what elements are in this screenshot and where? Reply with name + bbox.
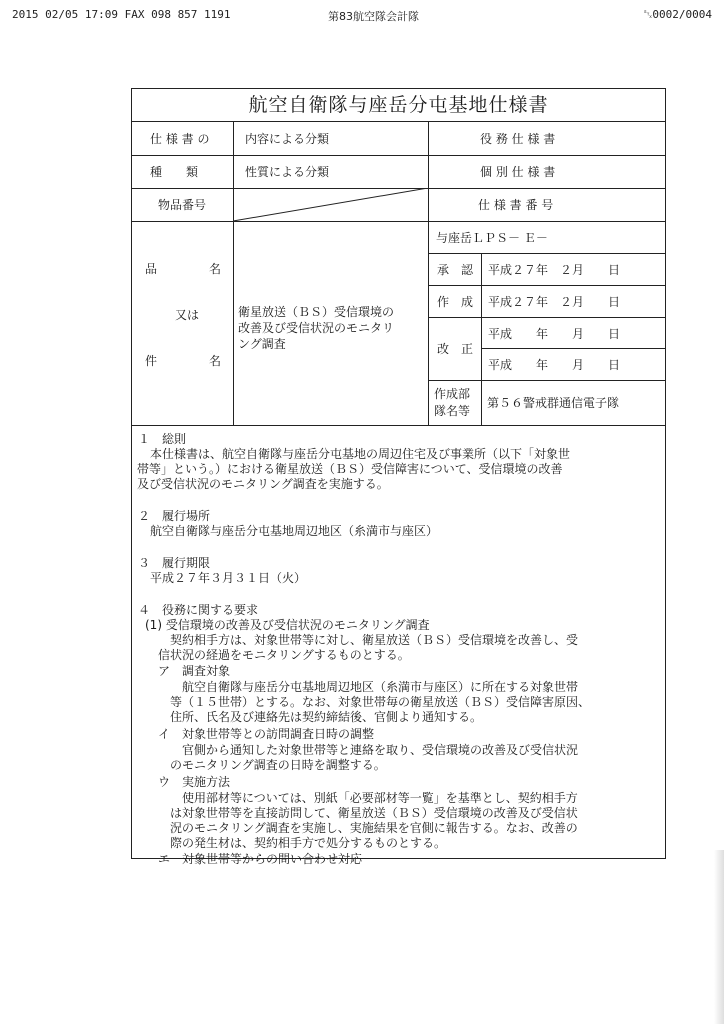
subsection-i-heading: イ 対象世帯等との訪問調査日時の調整 <box>158 727 375 741</box>
subsection-a-line: 住所、氏名及び連絡先は契約締結後、官側より通知する。 <box>170 710 483 724</box>
section-4-heading: ４ 役務に関する要求 <box>138 603 259 617</box>
classification-by-nature: 性質による分類 <box>245 165 330 179</box>
document-title: 航空自衛隊与座岳分屯基地仕様書 <box>131 88 666 122</box>
classification-content-value: 役 務 仕 様 書 <box>480 132 556 146</box>
classification-label-2: 種 類 <box>150 165 199 179</box>
approval-date: 平成２７年 ２月 日 <box>488 263 621 277</box>
section-4-1-line: 契約相手方は、対象世帯等に対し、衛星放送（ＢＳ）受信環境を改善し、受 <box>170 633 579 647</box>
section-4-1-heading: (1) 受信環境の改善及び受信状況のモニタリング調査 <box>145 618 430 632</box>
subsection-u-line: 際の発生材は、契約相手方で処分するものとする。 <box>170 836 447 850</box>
subsection-u-line: 況のモニタリング調査を実施し、実施結果を官側に報告する。なお、改善の <box>170 821 578 835</box>
item-name-label-mei2: 名 <box>209 354 222 368</box>
subsection-i-line: 官側から通知した対象世帯等と連絡を取り、受信環境の改善及び受信状況 <box>182 743 579 757</box>
section-1-heading: １ 総則 <box>138 432 187 446</box>
section-2-heading: ２ 履行場所 <box>138 509 211 523</box>
item-name-label-or: 又は <box>175 308 200 322</box>
revision-label: 改 正 <box>437 342 474 356</box>
unit-label-2: 隊名等 <box>434 404 471 418</box>
creation-date: 平成２７年 ２月 日 <box>488 295 621 309</box>
classification-label-1: 仕 様 書 の <box>150 132 210 146</box>
subsection-a-heading: ア 調査対象 <box>158 664 231 678</box>
approval-label: 承 認 <box>437 263 474 277</box>
section-1-line: 本仕様書は、航空自衛隊与座岳分屯基地の周辺住宅及び事業所（以下「対象世 <box>150 447 571 461</box>
item-name-label-hin: 品 <box>145 262 158 276</box>
unit-value: 第５６警戒群通信電子隊 <box>487 396 620 410</box>
subsection-i-line: のモニタリング調査の日時を調整する。 <box>170 758 386 772</box>
subsection-u-heading: ウ 実施方法 <box>158 775 231 789</box>
diagonal-strike <box>233 188 428 221</box>
spec-number-value: 与座岳ＬＰＳ－ Ｅ－ <box>436 231 548 245</box>
item-name-label-ken: 件 <box>145 354 158 368</box>
spec-number-label: 仕 様 書 番 号 <box>478 198 554 212</box>
classification-by-content: 内容による分類 <box>245 132 330 146</box>
creation-label: 作 成 <box>437 295 474 309</box>
subsection-a-line: 航空自衛隊与座岳分屯基地周辺地区（糸満市与座区）に所在する対象世帯 <box>182 680 579 694</box>
classification-nature-value: 個 別 仕 様 書 <box>480 165 556 179</box>
fax-page-number: ␂0002/0004 <box>643 8 712 21</box>
item-name-label-mei: 名 <box>209 262 222 276</box>
section-1-line: 及び受信状況のモニタリング調査を実施する。 <box>137 477 389 491</box>
subsection-e-heading: エ 対象世帯等からの問い合わせ対応 <box>158 852 363 866</box>
section-2-body: 航空自衛隊与座岳分屯基地周辺地区（糸満市与座区） <box>150 524 439 538</box>
unit-label-1: 作成部 <box>434 387 471 401</box>
subsection-u-line: は対象世帯等を直接訪問して、衛星放送（ＢＳ）受信環境の改善及び受信状 <box>170 806 578 820</box>
section-4-1-line: 信状況の経過をモニタリングするものとする。 <box>158 648 410 662</box>
revision-date-2: 平成 年 月 日 <box>488 358 621 372</box>
fax-sender-line: 2015 02/05 17:09 FAX 098 857 1191 <box>12 8 231 21</box>
item-number-label: 物品番号 <box>158 198 207 212</box>
revision-date-1: 平成 年 月 日 <box>488 327 621 341</box>
section-3-body: 平成２７年３月３１日（火） <box>150 571 307 585</box>
subsection-a-line: 等（１５世帯）とする。なお、対象世帯毎の衛星放送（ＢＳ）受信障害原因、 <box>170 695 591 709</box>
section-3-heading: ３ 履行期限 <box>138 556 211 570</box>
scan-edge-shadow <box>714 850 724 1024</box>
subsection-u-line: 使用部材等については、別紙「必要部材等一覧」を基準とし、契約相手方 <box>182 791 578 805</box>
fax-unit-name: 第83航空隊会計隊 <box>328 10 419 23</box>
section-1-line: 帯等」という。）における衛星放送（ＢＳ）受信障害について、受信環境の改善 <box>137 462 563 476</box>
